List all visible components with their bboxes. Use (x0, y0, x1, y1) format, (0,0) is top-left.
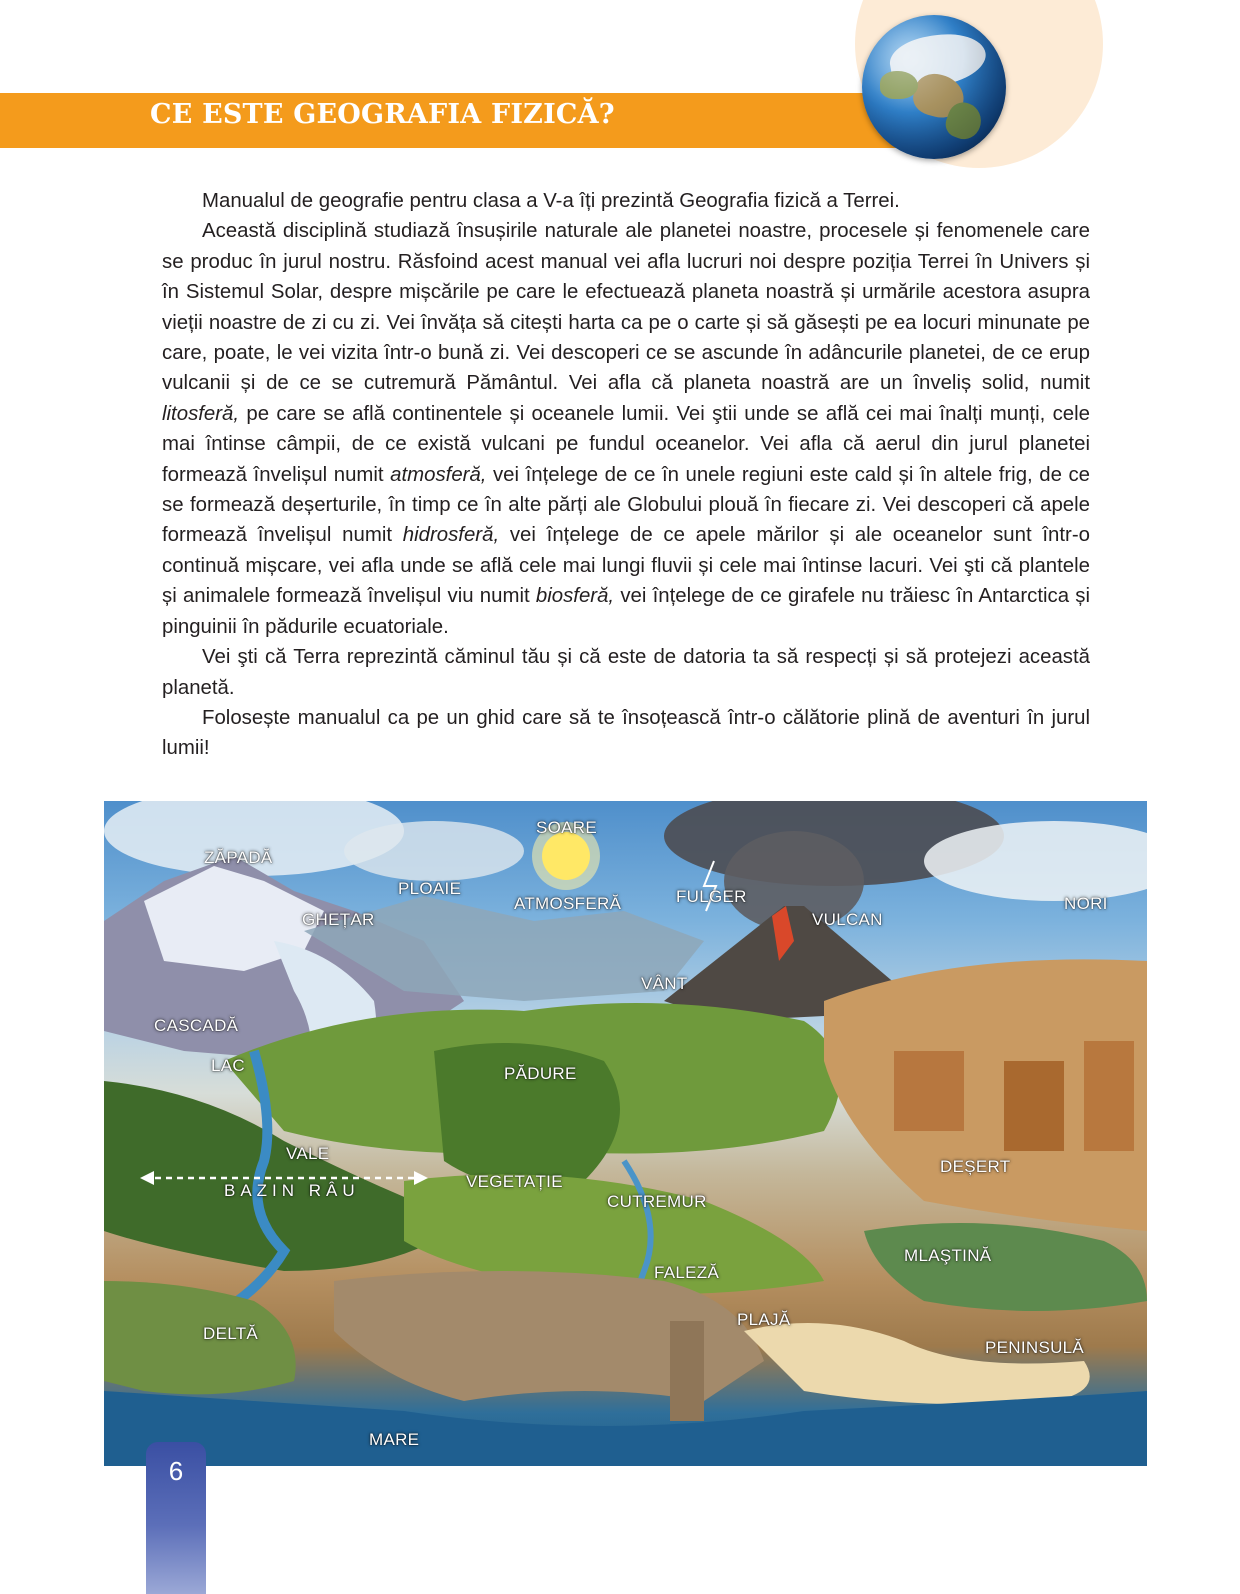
label-ploaie: PLOAIE (398, 879, 462, 898)
label-padure: PĂDURE (504, 1064, 577, 1083)
label-cascada: CASCADĂ (154, 1016, 239, 1035)
term-atmosfera: atmosferă, (390, 463, 487, 486)
label-vant: VÂNT (641, 974, 688, 993)
paragraph-4: Folosește manualul ca pe un ghid care să te însoțească într-o călătorie plină de aventuri în jurul lumii! (162, 706, 1090, 760)
label-fulger: FULGER (676, 887, 747, 906)
label-nori: NORI (1064, 894, 1108, 913)
label-soare: SOARE (536, 818, 598, 837)
term-hidrosfera: hidrosferă, (402, 524, 500, 547)
label-bazin-rau: BAZIN RÂU (224, 1181, 360, 1200)
term-litosfera: litosferă, (162, 402, 240, 425)
label-zapada: ZĂPADĂ (204, 848, 273, 867)
label-vulcan: VULCAN (812, 910, 883, 929)
label-vegetatie: VEGETAȚIE (466, 1172, 563, 1191)
label-faleza: FALEZĂ (654, 1263, 720, 1282)
paragraph-1: Manualul de geografie pentru clasa a V-a îți prezintă Geografia fizică a Terrei. (202, 190, 900, 212)
earth-globe-icon (862, 15, 1006, 159)
label-lac: LAC (211, 1056, 245, 1075)
landscape-illustration (104, 801, 1147, 1466)
label-vale: VALE (286, 1144, 330, 1163)
landscape-drawing (104, 801, 1147, 1466)
paragraph-2: Această disciplină studiază însușirile naturale ale planetei noastre, procesele și fenomenele care se produc în jurul nostru. Răsfoind acest manual vei afla lucruri noi despre poziția Terrei în Univers și în Sistemul Solar, despre mișcările pe care le efectuează planeta noastră și urmările acestora asupra vieții noastre de zi cu zi. Vei învăța să citești harta ca pe o carte și să găsești pe ea locuri minunate pe care, poate, le vei vizita într-o bună zi. Vei descoperi ce se ascunde în adâncurile planetei, de ce erup vulcanii și de ce se cutremură Pământul. Vei afla că planeta noastră are un înveliș solid, numit litosferă, pe care se află continentele și oceanele lumii. Vei ştii unde se află cei mai înalți munți, cele mai întinse câmpii, de ce există vulcani pe fundul oceanelor. Vei afla că aerul din jurul planetei formează învelișul numit atmosferă, vei înțelege de ce în unele regiuni este cald și în altele frig, de ce se formează deșerturile, în timp ce în alte părți ale Globului plouă în fiecare zi. Vei descoperi că apele formează învelișul numit hidrosferă, vei înțelege de ce apele mărilor și ale oceanelor sunt într-o continuă mișcare, vei afla unde se află cele mai lungi fluvii și cele mai întinse lacuri. Vei şti că plantele și animalele formează învelișul viu numit biosferă, vei înțelege de ce girafele nu trăiesc în Antarctica și pinguinii în pădurile ecuatoriale. (162, 220, 1090, 638)
label-mare: MARE (369, 1430, 420, 1449)
label-desert: DEȘERT (940, 1157, 1011, 1176)
body-text (162, 186, 1090, 764)
label-cutremur: CUTREMUR (607, 1192, 707, 1211)
label-ghetar: GHEȚAR (302, 910, 375, 929)
label-plaja: PLAJĂ (737, 1310, 791, 1329)
label-peninsula: PENINSULĂ (985, 1338, 1085, 1357)
term-biosfera: biosferă, (535, 585, 615, 608)
label-atmosfera: ATMOSFERĂ (514, 894, 622, 913)
label-delta: DELTĂ (203, 1324, 259, 1343)
page-title: CE ESTE GEOGRAFIA FIZICĂ? (150, 99, 615, 130)
label-mlastina: MLAŞTINĂ (904, 1246, 992, 1265)
page-number: 6 (168, 1456, 184, 1486)
paragraph-3: Vei şti că Terra reprezintă căminul tău și că este de datoria ta să respecți și să protejezi această planetă. (162, 646, 1090, 699)
